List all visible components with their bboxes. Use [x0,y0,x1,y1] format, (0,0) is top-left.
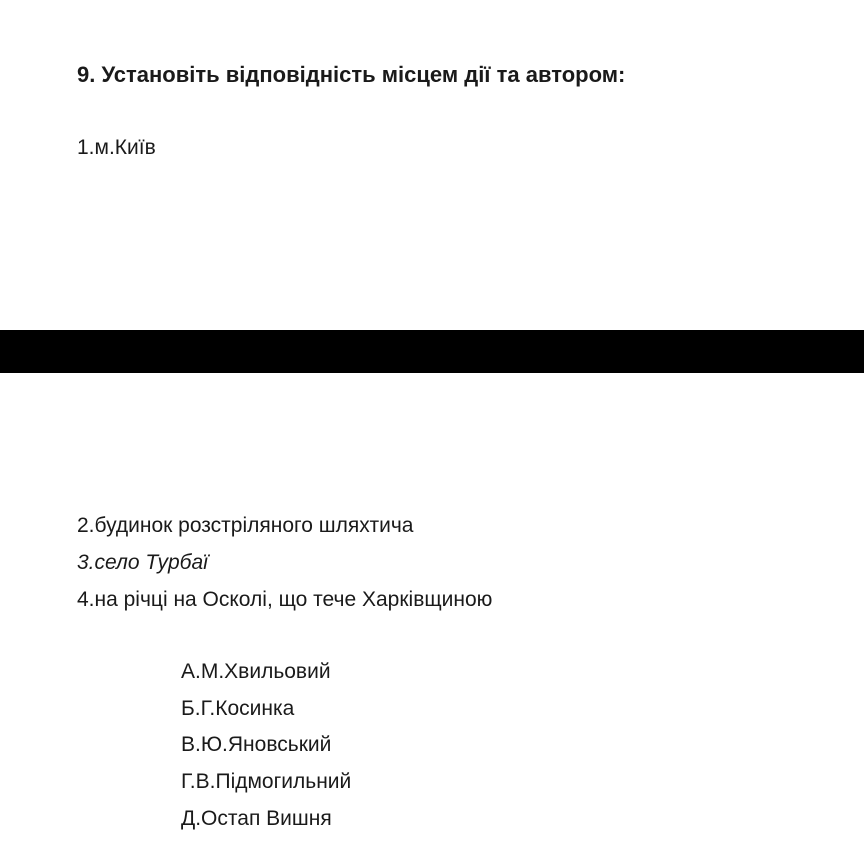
author-option-c: В.Ю.Яновський [181,733,332,756]
place-item-2: 2.будинок розстріляного шляхтича [77,514,414,537]
author-option-d: Г.В.Підмогильний [181,770,352,793]
author-option-a: А.М.Хвильовий [181,660,331,683]
place-item-1: 1.м.Київ [77,136,156,159]
author-option-e: Д.Остап Вишня [181,807,332,830]
place-item-4: 4.на річці на Осколі, що тече Харківщиною [77,588,493,611]
place-item-3: 3.село Турбаї [77,551,208,574]
author-option-b: Б.Г.Косинка [181,697,295,720]
question-heading: 9. Установіть відповідність місцем дії та автором: [77,62,626,87]
redaction-bar [0,330,864,373]
